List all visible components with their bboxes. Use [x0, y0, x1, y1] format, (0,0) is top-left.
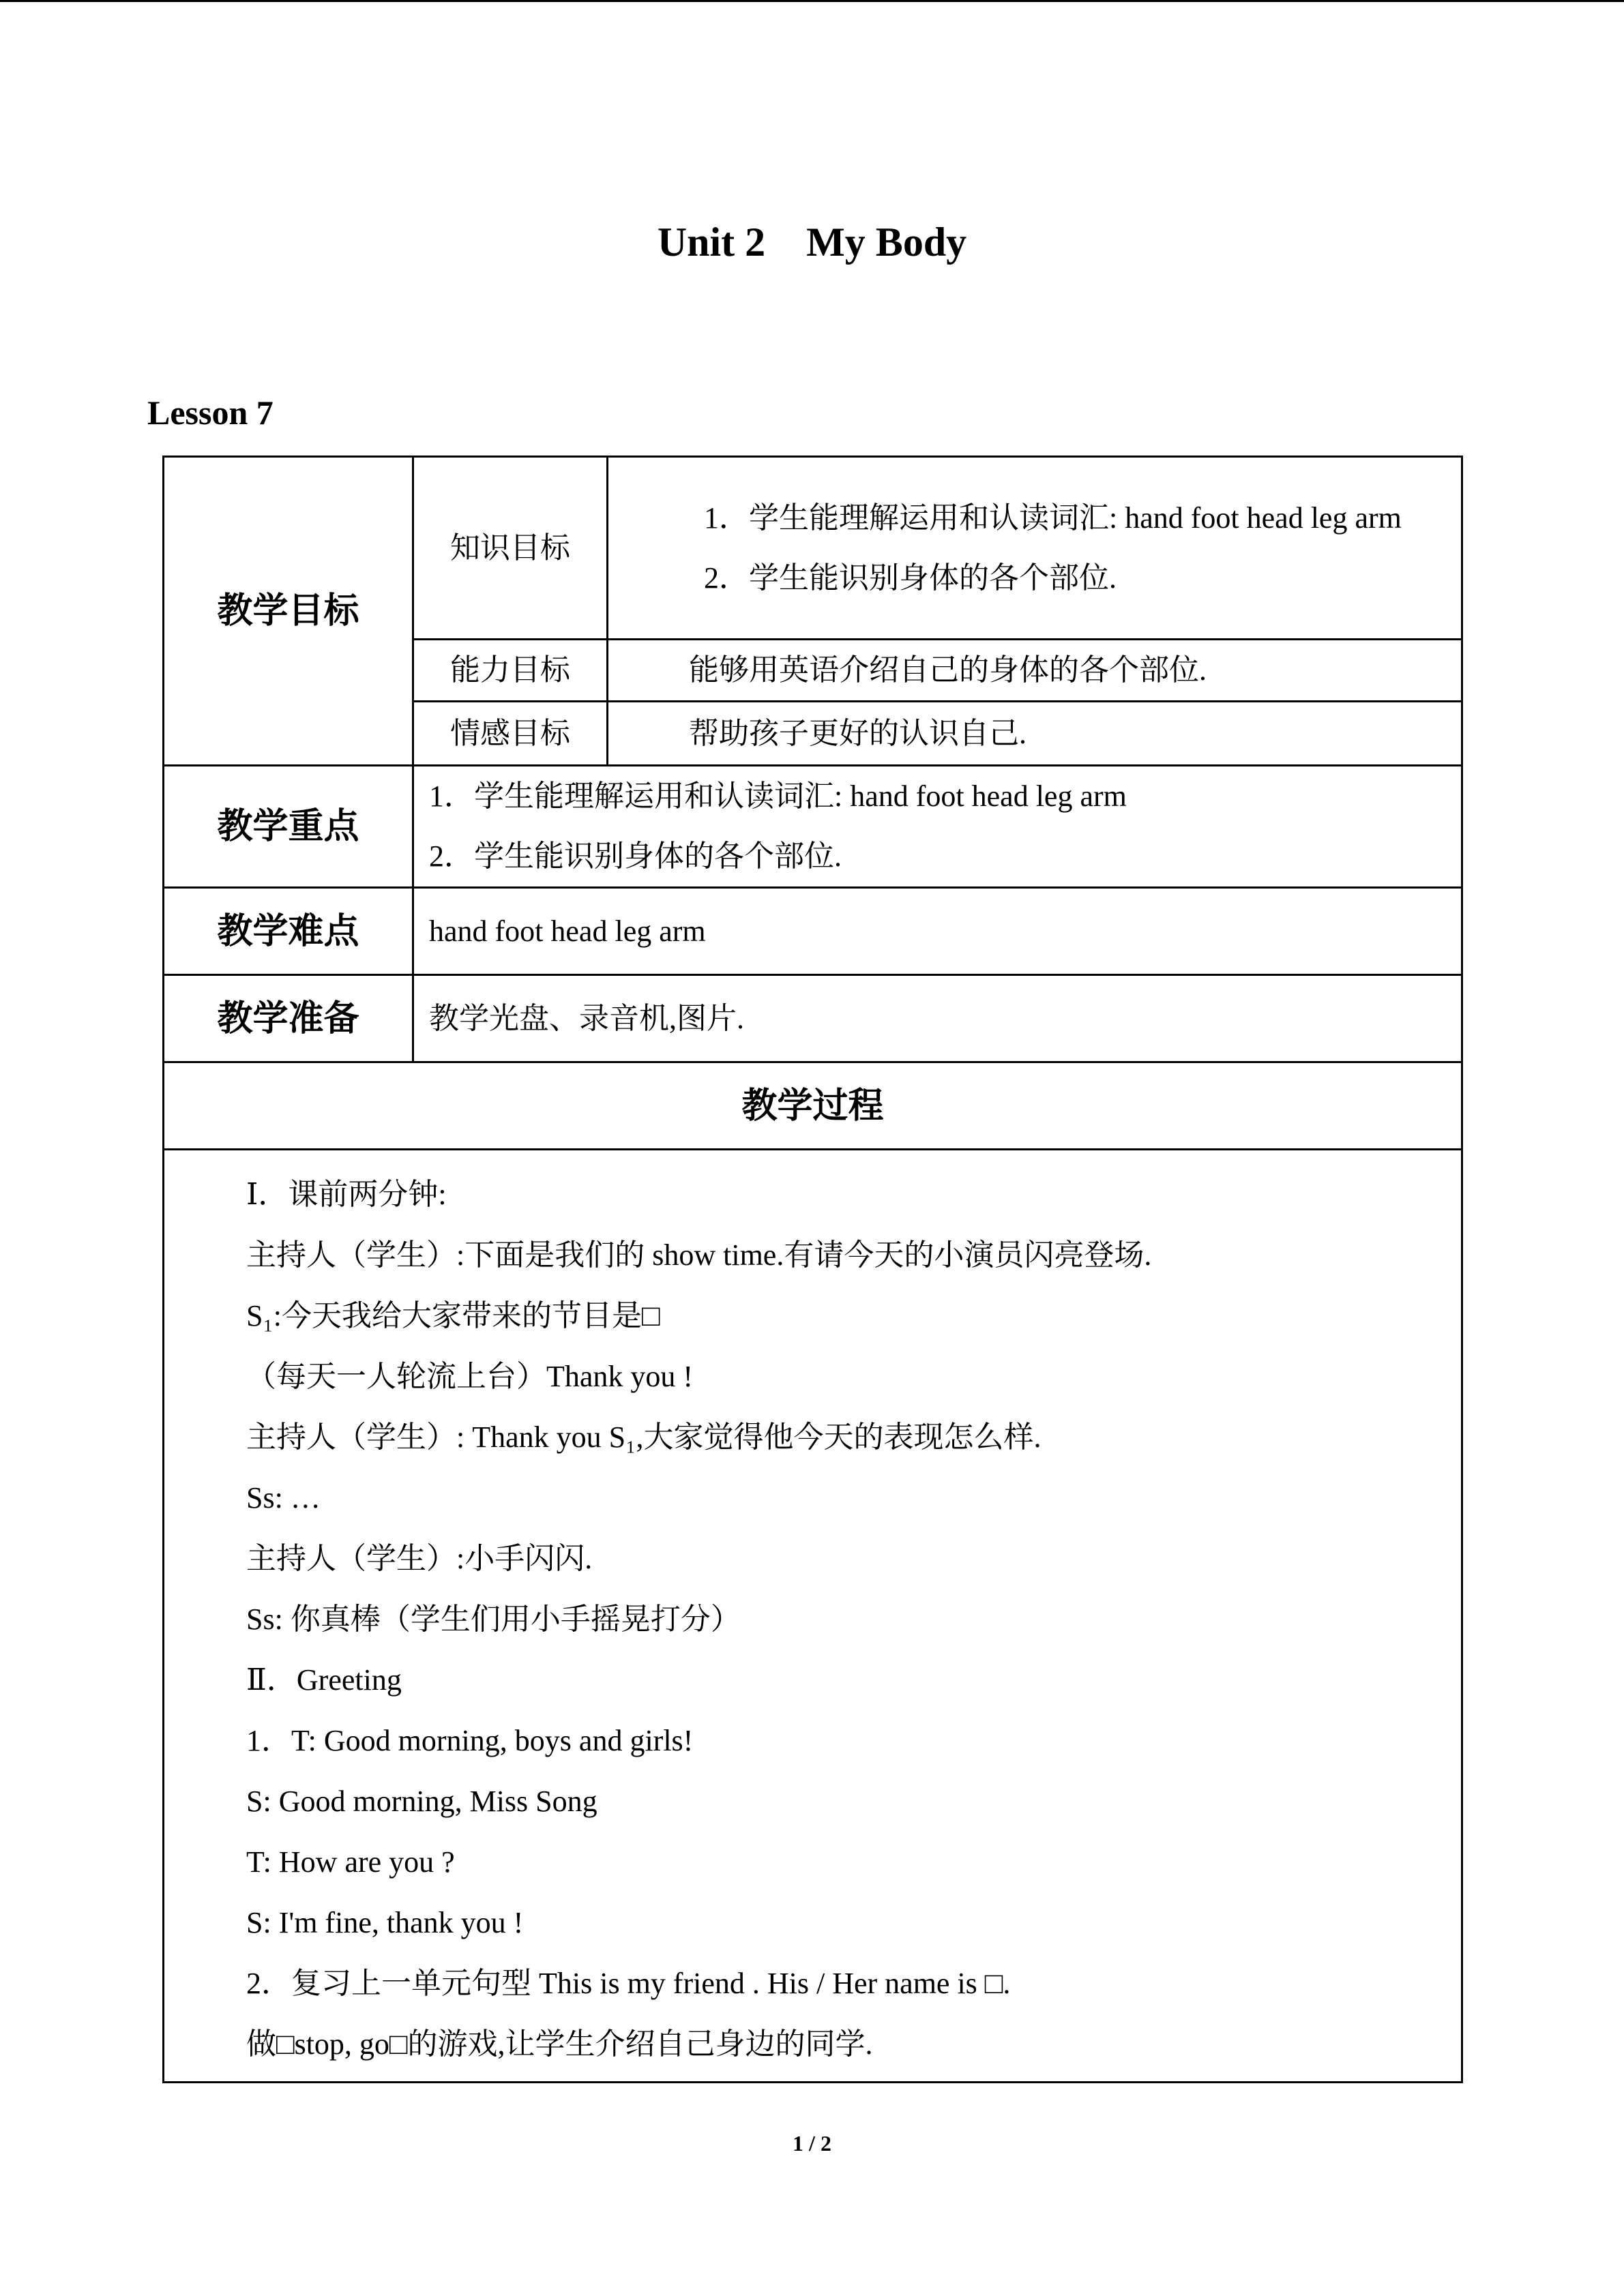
ability-objective-text: 能够用英语介绍自己的身体的各个部位.: [608, 640, 1462, 702]
preparation-text: 教学光盘、录音机,图片.: [413, 975, 1462, 1062]
knowledge-objective-line2: 2．学生能识别身体的各个部位.: [704, 561, 1117, 595]
key-points-line1: 1．学生能理解运用和认读词汇: hand foot head leg arm: [429, 779, 1127, 813]
knowledge-objective-row: [164, 457, 1462, 640]
process-line: Ⅰ．课前两分钟:: [246, 1178, 447, 1211]
preparation-row: [164, 975, 1462, 1062]
difficulties-row: [164, 888, 1462, 975]
process-line: S: I'm fine, thank you !: [246, 1906, 524, 1939]
process-line: 主持人（学生）:小手闪闪.: [246, 1542, 593, 1575]
lesson-heading: Lesson 7: [147, 393, 274, 432]
knowledge-objective-label: 知识目标: [413, 457, 608, 640]
top-border-line: [0, 0, 1624, 2]
emotion-objective-text: 帮助孩子更好的认识自己.: [608, 702, 1462, 766]
process-body-row: [164, 1150, 1462, 2083]
process-line: 主持人（学生）:下面是我们的 show time.有请今天的小演员闪亮登场.: [246, 1238, 1152, 1272]
difficulties-text: hand foot head leg arm: [413, 888, 1462, 975]
process-line: （每天一人轮流上台）Thank you !: [246, 1360, 694, 1393]
emotion-objective-label: 情感目标: [413, 702, 608, 766]
process-line: S₁:今天我给大家带来的节目是□: [246, 1299, 660, 1332]
process-content: [164, 1150, 1462, 2083]
difficulties-label: 教学难点: [164, 888, 413, 975]
process-line: Ⅱ．Greeting: [246, 1663, 402, 1697]
ability-objective-label: 能力目标: [413, 640, 608, 702]
process-header-row: [164, 1062, 1462, 1150]
lesson-plan-table: [162, 456, 1463, 2083]
process-line: Ss: 你真棒（学生们用小手摇晃打分）: [246, 1602, 741, 1636]
page-number: 1 / 2: [793, 2131, 831, 2156]
key-points-line2: 2．学生能识别身体的各个部位.: [429, 839, 842, 873]
knowledge-objective-line1: 1．学生能理解运用和认读词汇: hand foot head leg arm: [704, 501, 1402, 535]
process-line: 2．复习上一单元句型 This is my friend . His / Her name is □.: [246, 1967, 1011, 2000]
process-line: 做□stop, go□的游戏,让学生介绍自己身边的同学.: [246, 2027, 873, 2061]
key-points-content: [413, 766, 1462, 888]
preparation-label: 教学准备: [164, 975, 413, 1062]
process-line: Ss: …: [246, 1481, 321, 1515]
knowledge-objective-content: [608, 457, 1462, 640]
key-points-row: [164, 766, 1462, 888]
process-line: 1．T: Good morning, boys and girls!: [246, 1724, 694, 1757]
objectives-label: 教学目标: [164, 457, 413, 766]
process-line: 主持人（学生）: Thank you S₁,大家觉得他今天的表现怎么样.: [246, 1420, 1042, 1454]
key-points-label: 教学重点: [164, 766, 413, 888]
process-heading: 教学过程: [164, 1062, 1462, 1150]
page-title: Unit 2 My Body: [657, 220, 967, 265]
process-line: S: Good morning, Miss Song: [246, 1785, 597, 1818]
process-line: T: How are you ?: [246, 1845, 455, 1879]
